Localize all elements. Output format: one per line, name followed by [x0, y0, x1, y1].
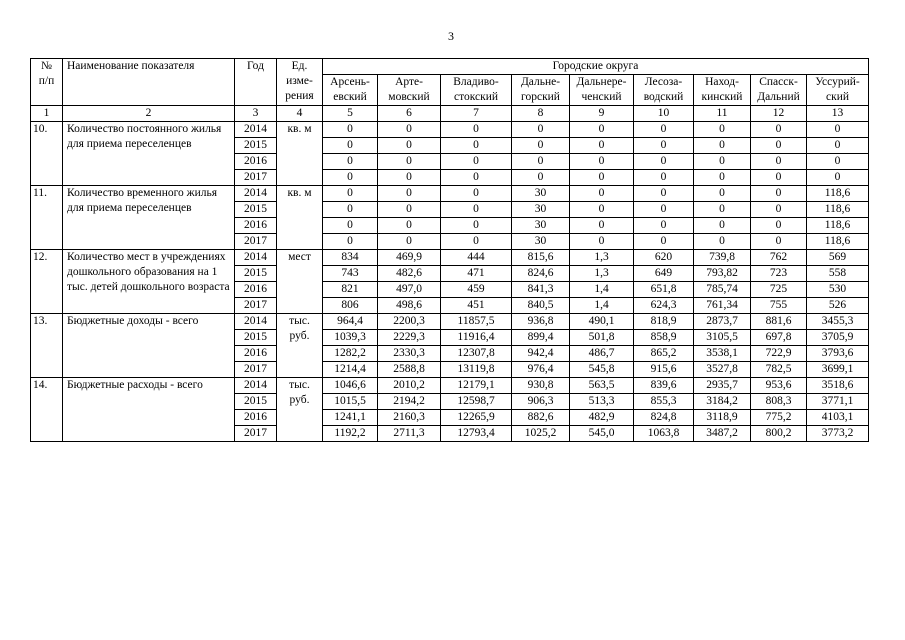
value-cell: 0 [512, 154, 570, 170]
header-num: № п/п [31, 59, 63, 106]
value-cell: 0 [694, 138, 751, 154]
value-cell: 815,6 [512, 250, 570, 266]
value-cell: 865,2 [634, 346, 694, 362]
year-cell: 2017 [235, 234, 277, 250]
value-cell: 0 [570, 170, 634, 186]
value-cell: 840,5 [512, 298, 570, 314]
value-cell: 936,8 [512, 314, 570, 330]
value-cell: 3699,1 [807, 362, 869, 378]
table-row [31, 186, 869, 202]
value-cell: 0 [634, 138, 694, 154]
value-cell: 806 [323, 298, 378, 314]
value-cell: 0 [751, 138, 807, 154]
value-cell: 2010,2 [378, 378, 441, 394]
value-cell: 2330,3 [378, 346, 441, 362]
value-cell: 118,6 [807, 218, 869, 234]
indicator-name: Количество постоянного жилья для приема переселенцев [63, 122, 235, 186]
value-cell: 0 [441, 234, 512, 250]
value-cell: 0 [694, 218, 751, 234]
value-cell: 858,9 [634, 330, 694, 346]
value-cell: 513,3 [570, 394, 634, 410]
value-cell: 785,74 [694, 282, 751, 298]
value-cell: 0 [323, 234, 378, 250]
value-cell: 942,4 [512, 346, 570, 362]
indicator-name: Бюджетные доходы - всего [63, 314, 235, 378]
value-cell: 0 [570, 186, 634, 202]
value-cell: 482,6 [378, 266, 441, 282]
value-cell: 761,34 [694, 298, 751, 314]
value-cell: 30 [512, 234, 570, 250]
value-cell: 4103,1 [807, 410, 869, 426]
column-number: 9 [570, 106, 634, 122]
header-city-group: Городские округа [323, 59, 869, 75]
value-cell: 0 [634, 218, 694, 234]
value-cell: 497,0 [378, 282, 441, 298]
page-number: 3 [448, 29, 454, 43]
row-number: 13. [31, 314, 63, 378]
value-cell: 0 [441, 154, 512, 170]
value-cell: 530 [807, 282, 869, 298]
value-cell: 12265,9 [441, 410, 512, 426]
value-cell: 12179,1 [441, 378, 512, 394]
value-cell: 3184,2 [694, 394, 751, 410]
value-cell: 0 [634, 170, 694, 186]
year-cell: 2014 [235, 314, 277, 330]
table-row [31, 378, 869, 394]
column-number: 8 [512, 106, 570, 122]
value-cell: 490,1 [570, 314, 634, 330]
value-cell: 0 [378, 202, 441, 218]
year-cell: 2016 [235, 346, 277, 362]
value-cell: 12793,4 [441, 426, 512, 442]
value-cell: 0 [570, 218, 634, 234]
value-cell: 0 [634, 234, 694, 250]
column-number: 2 [63, 106, 235, 122]
table-row [31, 122, 869, 138]
column-number: 4 [277, 106, 323, 122]
value-cell: 3771,1 [807, 394, 869, 410]
value-cell: 0 [751, 122, 807, 138]
value-cell: 118,6 [807, 186, 869, 202]
year-cell: 2016 [235, 218, 277, 234]
value-cell: 2711,3 [378, 426, 441, 442]
value-cell: 0 [323, 218, 378, 234]
year-cell: 2014 [235, 378, 277, 394]
value-cell: 725 [751, 282, 807, 298]
value-cell: 2194,2 [378, 394, 441, 410]
value-cell: 697,8 [751, 330, 807, 346]
column-number: 12 [751, 106, 807, 122]
header-city: Арте- мовский [378, 75, 441, 106]
value-cell: 0 [751, 186, 807, 202]
header-unit: Ед. изме- рения [277, 59, 323, 106]
indicator-name: Бюджетные расходы - всего [63, 378, 235, 442]
value-cell: 451 [441, 298, 512, 314]
value-cell: 0 [751, 202, 807, 218]
value-cell: 824,6 [512, 266, 570, 282]
value-cell: 793,82 [694, 266, 751, 282]
year-cell: 2014 [235, 250, 277, 266]
value-cell: 2873,7 [694, 314, 751, 330]
value-cell: 30 [512, 202, 570, 218]
value-cell: 0 [441, 138, 512, 154]
value-cell: 841,3 [512, 282, 570, 298]
year-cell: 2016 [235, 282, 277, 298]
row-number: 10. [31, 122, 63, 186]
column-number: 5 [323, 106, 378, 122]
value-cell: 0 [323, 186, 378, 202]
value-cell: 1039,3 [323, 330, 378, 346]
header-city: Уссурий- ский [807, 75, 869, 106]
row-number: 11. [31, 186, 63, 250]
value-cell: 0 [634, 122, 694, 138]
column-number: 3 [235, 106, 277, 122]
value-cell: 3518,6 [807, 378, 869, 394]
value-cell: 782,5 [751, 362, 807, 378]
header-city: Наход- кинский [694, 75, 751, 106]
value-cell: 545,0 [570, 426, 634, 442]
value-cell: 723 [751, 266, 807, 282]
value-cell: 12598,7 [441, 394, 512, 410]
header-city: Спасск- Дальний [751, 75, 807, 106]
value-cell: 0 [694, 170, 751, 186]
value-cell: 649 [634, 266, 694, 282]
value-cell: 0 [694, 154, 751, 170]
value-cell: 1063,8 [634, 426, 694, 442]
value-cell: 0 [378, 234, 441, 250]
value-cell: 0 [807, 170, 869, 186]
value-cell: 0 [694, 186, 751, 202]
value-cell: 545,8 [570, 362, 634, 378]
year-cell: 2014 [235, 122, 277, 138]
value-cell: 0 [323, 138, 378, 154]
value-cell: 976,4 [512, 362, 570, 378]
value-cell: 0 [694, 202, 751, 218]
year-cell: 2014 [235, 186, 277, 202]
value-cell: 0 [323, 202, 378, 218]
value-cell: 882,6 [512, 410, 570, 426]
value-cell: 0 [441, 202, 512, 218]
value-cell: 855,3 [634, 394, 694, 410]
value-cell: 0 [694, 122, 751, 138]
value-cell: 0 [441, 170, 512, 186]
statistics-table [30, 58, 869, 442]
value-cell: 498,6 [378, 298, 441, 314]
value-cell: 30 [512, 186, 570, 202]
indicator-name: Количество временного жилья для приема переселенцев [63, 186, 235, 250]
unit-cell: кв. м [277, 186, 323, 250]
year-cell: 2015 [235, 266, 277, 282]
value-cell: 11857,5 [441, 314, 512, 330]
value-cell: 471 [441, 266, 512, 282]
value-cell: 0 [634, 154, 694, 170]
value-cell: 558 [807, 266, 869, 282]
year-cell: 2015 [235, 330, 277, 346]
year-cell: 2017 [235, 426, 277, 442]
value-cell: 1046,6 [323, 378, 378, 394]
value-cell: 899,4 [512, 330, 570, 346]
value-cell: 12307,8 [441, 346, 512, 362]
value-cell: 0 [570, 138, 634, 154]
value-cell: 0 [751, 234, 807, 250]
value-cell: 0 [751, 170, 807, 186]
value-cell: 1,4 [570, 282, 634, 298]
year-cell: 2017 [235, 298, 277, 314]
value-cell: 762 [751, 250, 807, 266]
value-cell: 3455,3 [807, 314, 869, 330]
column-number: 10 [634, 106, 694, 122]
value-cell: 1192,2 [323, 426, 378, 442]
year-cell: 2016 [235, 410, 277, 426]
value-cell: 486,7 [570, 346, 634, 362]
value-cell: 1,3 [570, 266, 634, 282]
value-cell: 118,6 [807, 234, 869, 250]
column-number: 11 [694, 106, 751, 122]
value-cell: 569 [807, 250, 869, 266]
value-cell: 3538,1 [694, 346, 751, 362]
value-cell: 0 [441, 122, 512, 138]
unit-cell: тыс. руб. [277, 378, 323, 442]
header-city: Лесоза- водский [634, 75, 694, 106]
value-cell: 3705,9 [807, 330, 869, 346]
header-city: Дальне- горский [512, 75, 570, 106]
value-cell: 2160,3 [378, 410, 441, 426]
value-cell: 0 [634, 186, 694, 202]
value-cell: 0 [570, 122, 634, 138]
value-cell: 651,8 [634, 282, 694, 298]
value-cell: 0 [570, 154, 634, 170]
value-cell: 3773,2 [807, 426, 869, 442]
value-cell: 0 [751, 154, 807, 170]
value-cell: 0 [807, 154, 869, 170]
value-cell: 743 [323, 266, 378, 282]
value-cell: 1214,4 [323, 362, 378, 378]
value-cell: 0 [323, 122, 378, 138]
value-cell: 953,6 [751, 378, 807, 394]
value-cell: 818,9 [634, 314, 694, 330]
column-number: 7 [441, 106, 512, 122]
column-number: 6 [378, 106, 441, 122]
value-cell: 1025,2 [512, 426, 570, 442]
value-cell: 0 [751, 218, 807, 234]
value-cell: 3118,9 [694, 410, 751, 426]
value-cell: 0 [807, 138, 869, 154]
value-cell: 739,8 [694, 250, 751, 266]
unit-cell: мест [277, 250, 323, 314]
value-cell: 824,8 [634, 410, 694, 426]
value-cell: 0 [378, 186, 441, 202]
value-cell: 620 [634, 250, 694, 266]
value-cell: 0 [441, 218, 512, 234]
value-cell: 800,2 [751, 426, 807, 442]
value-cell: 0 [570, 202, 634, 218]
value-cell: 881,6 [751, 314, 807, 330]
value-cell: 1,3 [570, 250, 634, 266]
value-cell: 839,6 [634, 378, 694, 394]
value-cell: 13119,8 [441, 362, 512, 378]
value-cell: 0 [634, 202, 694, 218]
value-cell: 0 [807, 122, 869, 138]
row-number: 14. [31, 378, 63, 442]
value-cell: 459 [441, 282, 512, 298]
value-cell: 2229,3 [378, 330, 441, 346]
value-cell: 722,9 [751, 346, 807, 362]
year-cell: 2015 [235, 202, 277, 218]
year-cell: 2016 [235, 154, 277, 170]
value-cell: 3487,2 [694, 426, 751, 442]
value-cell: 3527,8 [694, 362, 751, 378]
value-cell: 118,6 [807, 202, 869, 218]
value-cell: 526 [807, 298, 869, 314]
value-cell: 775,2 [751, 410, 807, 426]
table-row [31, 250, 869, 266]
value-cell: 2588,8 [378, 362, 441, 378]
value-cell: 0 [378, 170, 441, 186]
value-cell: 3105,5 [694, 330, 751, 346]
year-cell: 2015 [235, 394, 277, 410]
table-row [31, 314, 869, 330]
value-cell: 821 [323, 282, 378, 298]
value-cell: 2200,3 [378, 314, 441, 330]
header-city: Дальнере- ченский [570, 75, 634, 106]
value-cell: 563,5 [570, 378, 634, 394]
value-cell: 0 [323, 154, 378, 170]
value-cell: 1015,5 [323, 394, 378, 410]
value-cell: 0 [378, 218, 441, 234]
value-cell: 1241,1 [323, 410, 378, 426]
value-cell: 501,8 [570, 330, 634, 346]
value-cell: 1,4 [570, 298, 634, 314]
value-cell: 906,3 [512, 394, 570, 410]
value-cell: 834 [323, 250, 378, 266]
value-cell: 0 [512, 170, 570, 186]
value-cell: 0 [512, 138, 570, 154]
value-cell: 11916,4 [441, 330, 512, 346]
year-cell: 2017 [235, 362, 277, 378]
value-cell: 469,9 [378, 250, 441, 266]
value-cell: 0 [323, 170, 378, 186]
value-cell: 915,6 [634, 362, 694, 378]
value-cell: 3793,6 [807, 346, 869, 362]
indicator-name: Количество мест в учреждениях дошкольного образования на 1 тыс. детей дошкольного возраста [63, 250, 235, 314]
year-cell: 2015 [235, 138, 277, 154]
value-cell: 964,4 [323, 314, 378, 330]
value-cell: 1282,2 [323, 346, 378, 362]
row-number: 12. [31, 250, 63, 314]
value-cell: 0 [378, 154, 441, 170]
value-cell: 482,9 [570, 410, 634, 426]
value-cell: 755 [751, 298, 807, 314]
value-cell: 444 [441, 250, 512, 266]
value-cell: 930,8 [512, 378, 570, 394]
header-year: Год [235, 59, 277, 106]
unit-cell: тыс. руб. [277, 314, 323, 378]
value-cell: 808,3 [751, 394, 807, 410]
value-cell: 30 [512, 218, 570, 234]
column-number: 13 [807, 106, 869, 122]
header-city: Владиво- стокский [441, 75, 512, 106]
value-cell: 0 [694, 234, 751, 250]
value-cell: 2935,7 [694, 378, 751, 394]
unit-cell: кв. м [277, 122, 323, 186]
year-cell: 2017 [235, 170, 277, 186]
value-cell: 0 [441, 186, 512, 202]
value-cell: 0 [378, 138, 441, 154]
value-cell: 0 [512, 122, 570, 138]
header-city: Арсень- евский [323, 75, 378, 106]
value-cell: 0 [378, 122, 441, 138]
column-number: 1 [31, 106, 63, 122]
value-cell: 624,3 [634, 298, 694, 314]
value-cell: 0 [570, 234, 634, 250]
header-name: Наименование показателя [63, 59, 235, 106]
